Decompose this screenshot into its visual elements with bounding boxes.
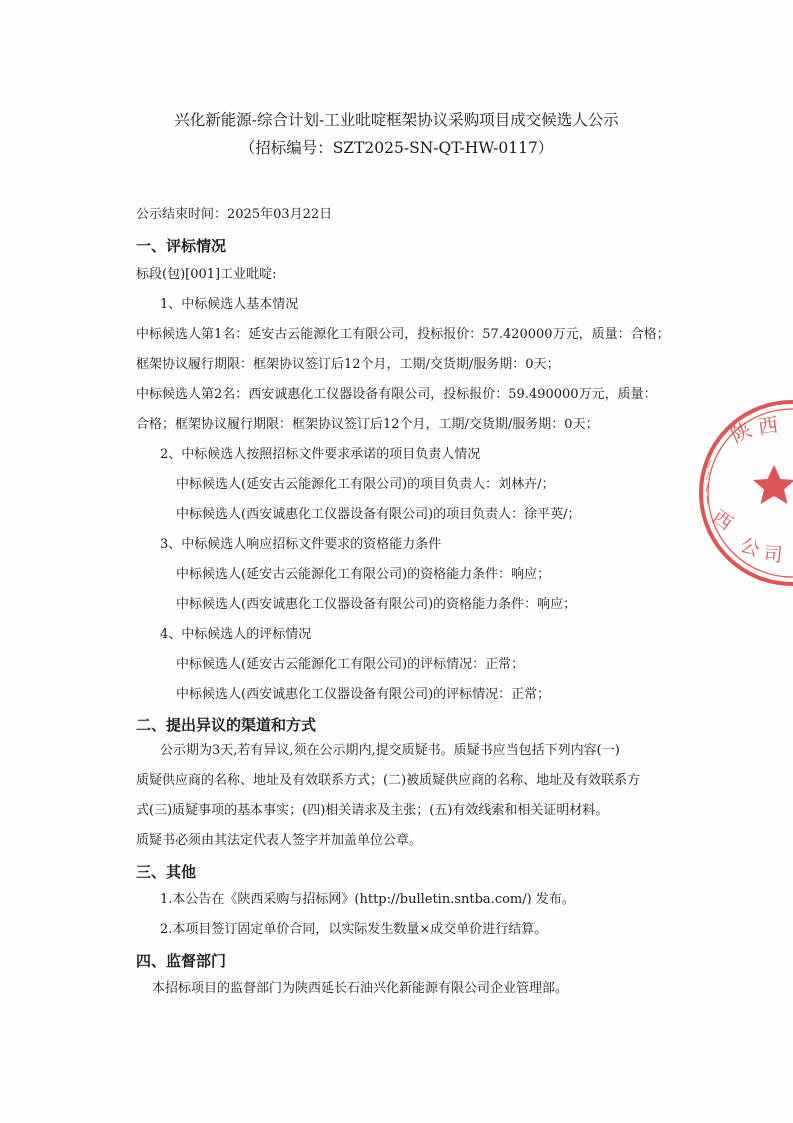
item-4-line-a: 中标候选人(延安古云能源化工有限公司)的评标情况：正常； bbox=[176, 657, 525, 672]
objection-paragraph-line-3: 式(三)质疑事项的基本事实；(四)相关请求及主张；(五)有效线索和相关证明材料。 bbox=[136, 803, 609, 818]
item-4-heading: 4、中标候选人的评标情况 bbox=[160, 627, 312, 642]
item-2-line-b: 中标候选人(西安诚惠化工仪器设备有限公司)的项目负责人：徐平英/； bbox=[176, 507, 581, 522]
candidate-2-line-1: 中标候选人第2名：西安诚惠化工仪器设备有限公司，投标报价：59.490000万元，质量： bbox=[136, 387, 657, 402]
official-seal bbox=[697, 398, 793, 588]
section-3-heading: 三、其他 bbox=[136, 863, 197, 881]
objection-paragraph-line-2: 质疑供应商的名称、地址及有效联系方式；(二)被质疑供应商的名称、地址及有效联系方 bbox=[136, 773, 641, 788]
other-item-1: 1.本公告在《陕西采购与招标网》(http://bulletin.sntba.com/) 发布。 bbox=[160, 892, 575, 907]
seal-star-icon bbox=[753, 465, 793, 504]
item-2-line-a: 中标候选人(延安古云能源化工有限公司)的项目负责人：刘林卉/； bbox=[176, 477, 555, 492]
supervision-paragraph: 本招标项目的监督部门为陕西延长石油兴化新能源有限公司企业管理部。 bbox=[152, 981, 569, 996]
publicity-end-time: 公示结束时间：2025年03月22日 bbox=[136, 207, 333, 222]
objection-paragraph-line-4: 质疑书必须由其法定代表人签字并加盖单位公章。 bbox=[136, 833, 423, 848]
item-3-line-a: 中标候选人(延安古云能源化工有限公司)的资格能力条件：响应； bbox=[176, 567, 551, 582]
lot-label: 标段(包)[001]工业吡啶: bbox=[136, 267, 277, 282]
seal-char-2: 西 bbox=[756, 412, 780, 439]
seal-char-1: 陕 bbox=[726, 417, 756, 448]
item-3-line-b: 中标候选人(西安诚惠化工仪器设备有限公司)的资格能力条件：响应； bbox=[176, 597, 577, 612]
item-2-heading: 2、中标候选人按照招标文件要求承诺的项目负责人情况 bbox=[160, 447, 481, 462]
item-1-heading: 1、中标候选人基本情况 bbox=[160, 297, 299, 312]
section-1-heading: 一、评标情况 bbox=[136, 237, 227, 255]
section-2-heading: 二、提出异议的渠道和方式 bbox=[136, 716, 317, 734]
tender-number: （招标编号：SZT2025-SN-QT-HW-0117） bbox=[239, 139, 554, 157]
seal-char-5: 司 bbox=[762, 543, 784, 567]
objection-paragraph-line-1: 公示期为3天,若有异议,须在公示期内,提交质疑书。质疑书应当包括下列内容(一) bbox=[160, 743, 620, 758]
document-title: 兴化新能源-综合计划-工业吡啶框架协议采购项目成交候选人公示 bbox=[174, 111, 619, 129]
item-3-heading: 3、中标候选人响应招标文件要求的资格能力条件 bbox=[160, 537, 442, 552]
section-4-heading: 四、监督部门 bbox=[136, 952, 227, 970]
candidate-1-line-1: 中标候选人第1名：延安古云能源化工有限公司，投标报价：57.420000万元，质量：合格； bbox=[136, 327, 670, 342]
candidate-2-line-2: 合格；框架协议履行期限：框架协议签订后12个月，工期/交货期/服务期：0天； bbox=[136, 417, 599, 432]
candidate-1-line-2: 框架协议履行期限：框架协议签订后12个月，工期/交货期/服务期：0天； bbox=[136, 357, 560, 372]
seal-char-3: 西 bbox=[708, 506, 737, 536]
item-4-line-b: 中标候选人(西安诚惠化工仪器设备有限公司)的评标情况：正常； bbox=[176, 687, 551, 702]
seal-char-4: 公 bbox=[737, 534, 763, 562]
other-item-2: 2.本项目签订固定单价合同，以实际发生数量×成交单价进行结算。 bbox=[160, 922, 548, 937]
